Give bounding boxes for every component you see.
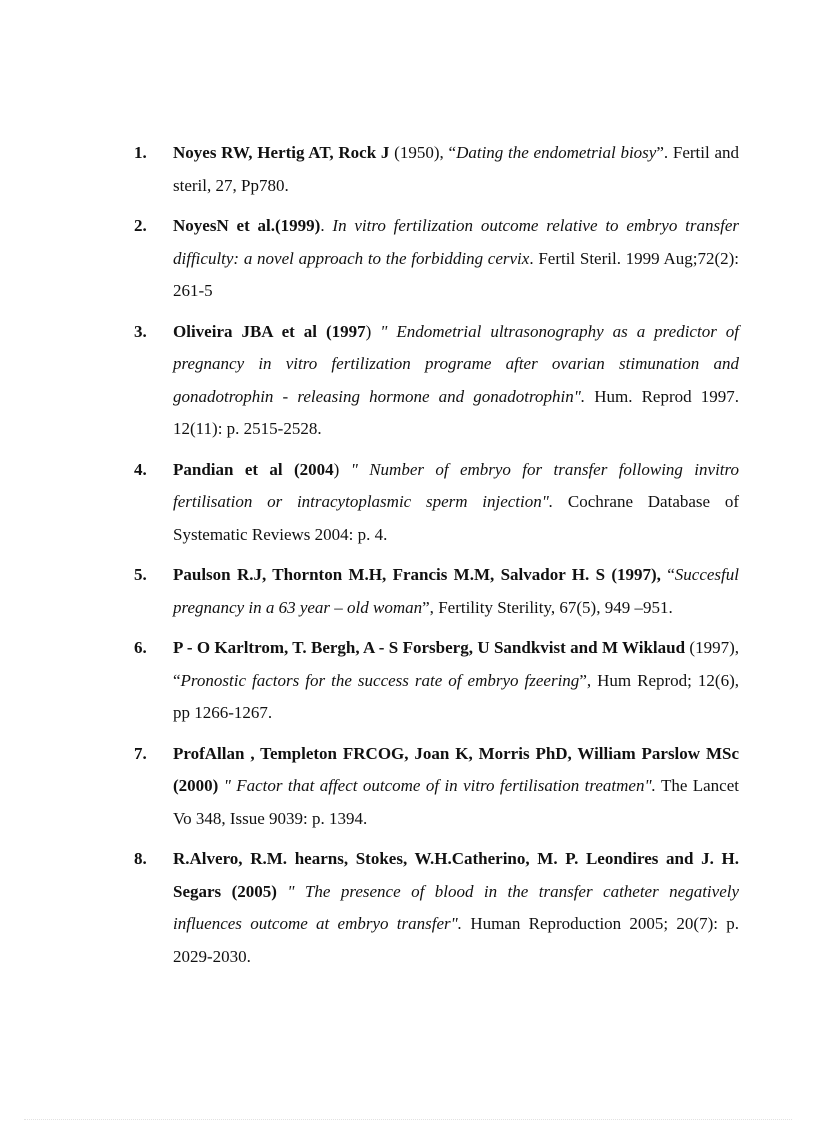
reference-number: 4. [134,459,147,479]
reference-authors: NoyesN et al.(1999) [173,216,321,235]
reference-year: . [320,216,333,235]
reference-text [173,137,739,202]
reference-text [173,632,739,730]
reference-source: Human Reproduction 2005; 20(7): p. 2029-2030. [173,914,739,966]
reference-authors: Noyes RW, Hertig AT, Rock J [173,143,390,162]
reference-year: ) [365,321,381,341]
reference-year: ) [333,459,351,479]
reference-title-close [553,492,568,511]
reference-title: " Number of embryo for transfer following invitro fertilisation or intracytoplasmic sperm injection". [173,459,739,511]
reference-text [173,210,739,308]
reference-item [134,210,739,308]
reference-number: 6. [134,638,147,657]
reference-number: 8. [134,849,147,868]
reference-title-open: “ [448,143,457,162]
reference-title-close: ”, [579,670,598,690]
reference-item [134,454,739,552]
reference-authors: Paulson R.J, Thornton M.H, Francis M.M, Salvador H. S (1997), [173,565,661,584]
reference-source: Fertil and steril, 27, Pp780. [173,143,740,195]
reference-title: " The presence of blood in the transfer catheter negatively influences outcome at embryo transfer". [173,881,740,933]
reference-title: Dating the endometrial biosy [456,143,657,162]
reference-authors: Pandian et al (2004 [173,459,334,479]
reference-title-open: “ [667,565,675,584]
reference-source: Hum. Reprod 1997. 12(11): p. 2515-2528. [173,386,740,438]
reference-title: In vitro fertilization outcome relative to embryo transfer difficulty: a novel approach to the forbidding cervix [173,216,739,268]
reference-authors: R.Alvero, R.M. hearns, Stokes, W.H.Catherino, M. P. Leondires and J. H. Segars (2005) [173,849,739,901]
reference-source: Fertil Steril. 1999 Aug;72(2): 261-5 [173,248,740,300]
reference-year: (1997), [685,638,740,657]
reference-source: The Lancet Vo 348, Issue 9039: p. 1394. [173,776,739,828]
reference-title-close: ”, [422,597,439,617]
reference-item [134,316,739,446]
reference-text [173,454,739,552]
reference-text [173,559,739,624]
reference-year [277,882,287,901]
reference-title-close [585,387,594,406]
reference-title-close: . [529,248,539,268]
reference-number: 5. [134,565,147,584]
page-bottom-divider [24,1119,792,1120]
reference-number: 2. [134,216,147,235]
reference-title-open: “ [173,670,181,690]
reference-text [173,738,739,836]
reference-title: Pronostic factors for the success rate of embryo fzeering [180,670,580,690]
reference-source: Fertility Sterility, 67(5), 949 –951. [438,597,673,617]
reference-year: (1950), [389,143,449,162]
reference-authors: P - O Karltrom, T. Bergh, A - S Forsberg, U Sandkvist and M Wiklaud [173,638,686,657]
reference-title-close: ”. [656,143,673,162]
reference-source: Cochrane Database of Systematic Reviews 2004: p. 4. [173,492,739,544]
reference-list [134,137,739,981]
reference-text [173,316,739,446]
reference-item [134,632,739,730]
reference-item [134,559,739,624]
reference-number: 1. [134,143,147,162]
reference-item [134,843,739,973]
reference-number: 7. [134,743,147,763]
reference-source: Hum Reprod; 12(6), pp 1266-1267. [173,670,739,722]
reference-number: 3. [134,321,147,341]
reference-text [173,843,739,973]
reference-item [134,738,739,836]
reference-title: Succesful pregnancy in a 63 year – old woman [173,565,739,617]
reference-item [134,137,739,202]
reference-authors: Oliveira JBA et al (1997 [173,321,366,341]
reference-title: " Factor that affect outcome of in vitro fertilisation treatmen". [223,776,656,795]
reference-title: " Endometrial ultrasonography as a predictor of pregnancy in vitro fertilization programe after ovarian stimunation and gonadotrophin - releasing hormone and gonadotrophin". [173,321,739,406]
reference-authors: ProfAllan , Templeton FRCOG, Joan K, Morris PhD, William Parslow MSc (2000) [173,743,739,795]
